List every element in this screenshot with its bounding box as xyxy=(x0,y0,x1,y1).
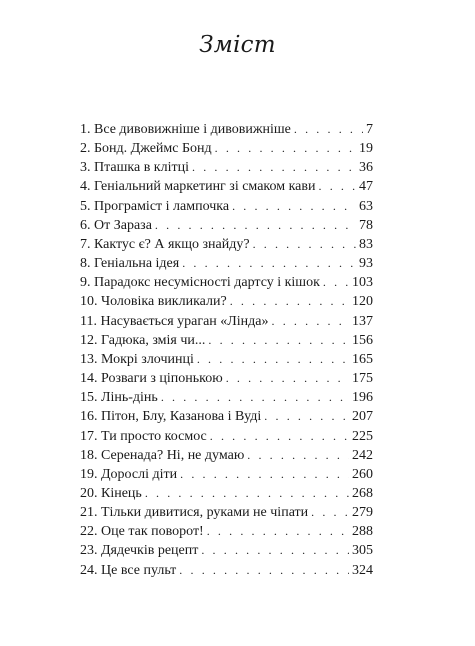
toc-entry-title: 7. Кактус є? А якщо знайду? xyxy=(80,236,250,252)
toc-entry-page: 175 xyxy=(352,371,373,387)
dot-leader xyxy=(215,139,356,158)
dot-leader xyxy=(294,120,363,139)
toc-entry-title: 15. Лінь-дінь xyxy=(80,390,158,406)
toc-entry-title: 12. Гадюка, змія чи... xyxy=(80,332,206,348)
page-title: Зміст xyxy=(199,32,276,58)
toc-entry xyxy=(80,139,373,158)
toc-entry-page: 47 xyxy=(359,179,373,195)
dot-leader xyxy=(247,446,349,465)
dot-leader xyxy=(323,273,349,292)
toc-entry-title: 20. Кінець xyxy=(80,485,142,501)
toc-entry-page: 103 xyxy=(352,275,373,291)
toc-entry xyxy=(80,388,373,407)
dot-leader xyxy=(180,465,349,484)
toc-entry-title: 23. Дядечків рецепт xyxy=(80,543,199,559)
toc-entry-title: 3. Пташка в клітці xyxy=(80,160,189,176)
toc-entry-page: 93 xyxy=(359,256,373,272)
toc-entry xyxy=(80,503,373,522)
toc-entry xyxy=(80,407,373,426)
toc-entry-page: 207 xyxy=(352,409,373,425)
toc-entry-page: 19 xyxy=(359,141,373,157)
table-of-contents xyxy=(80,120,373,580)
toc-entry-page: 165 xyxy=(352,351,373,367)
toc-entry-page: 63 xyxy=(359,198,373,214)
toc-entry xyxy=(80,197,373,216)
dot-leader xyxy=(319,177,357,196)
toc-entry-page: 260 xyxy=(352,466,373,482)
toc-entry-page: 288 xyxy=(352,524,373,540)
toc-entry-title: 6. От Зараза xyxy=(80,217,152,233)
toc-entry xyxy=(80,254,373,273)
toc-entry xyxy=(80,484,373,503)
dot-leader xyxy=(232,197,356,216)
toc-entry-title: 5. Програміст і лампочка xyxy=(80,198,230,214)
toc-entry-page: 137 xyxy=(352,313,373,329)
toc-entry xyxy=(80,177,373,196)
toc-entry xyxy=(80,350,373,369)
dot-leader xyxy=(179,561,349,580)
toc-entry xyxy=(80,369,373,388)
toc-entry xyxy=(80,235,373,254)
toc-entry-title: 8. Геніальна ідея xyxy=(80,256,180,272)
toc-entry xyxy=(80,465,373,484)
toc-entry xyxy=(80,292,373,311)
toc-entry-title: 4. Геніальний маркетинг зі смаком кави xyxy=(80,179,316,195)
toc-entry-title: 22. Оце так поворот! xyxy=(80,524,204,540)
toc-entry-title: 11. Насувається ураган «Лінда» xyxy=(80,313,269,329)
toc-entry-title: 14. Розваги з ціпонькою xyxy=(80,371,223,387)
toc-entry-title: 18. Серенада? Ні, не думаю xyxy=(80,447,245,463)
toc-entry-page: 120 xyxy=(352,294,373,310)
toc-entry-title: 1. Все дивовижніше і дивовижніше xyxy=(80,122,291,137)
dot-leader xyxy=(197,350,349,369)
dot-leader xyxy=(192,158,356,177)
toc-entry-title: 24. Це все пульт xyxy=(80,562,177,578)
toc-entry-title: 17. Ти просто космос xyxy=(80,428,207,444)
toc-entry xyxy=(80,541,373,560)
toc-entry xyxy=(80,158,373,177)
toc-entry xyxy=(80,522,373,541)
toc-entry-title: 16. Пітон, Блу, Казанова і Вуді xyxy=(80,409,262,425)
dot-leader xyxy=(207,522,349,541)
toc-entry-title: 10. Чоловіка викликали? xyxy=(80,294,227,310)
dot-leader xyxy=(210,427,349,446)
toc-entry-page: 279 xyxy=(352,505,373,521)
toc-entry-page: 196 xyxy=(352,390,373,406)
toc-entry-page: 305 xyxy=(352,543,373,559)
toc-entry-title: 2. Бонд. Джеймс Бонд xyxy=(80,141,212,157)
toc-entry xyxy=(80,446,373,465)
dot-leader xyxy=(264,407,349,426)
dot-leader xyxy=(145,484,349,503)
toc-entry-page: 324 xyxy=(352,562,373,578)
dot-leader xyxy=(161,388,349,407)
toc-entry-title: 19. Дорослі діти xyxy=(80,466,178,482)
toc-entry-page: 225 xyxy=(352,428,373,444)
dot-leader xyxy=(208,331,349,350)
toc-entry xyxy=(80,216,373,235)
toc-entry-title: 13. Мокрі злочинці xyxy=(80,351,194,367)
toc-entry-page: 242 xyxy=(352,447,373,463)
toc-entry-page: 36 xyxy=(359,160,373,176)
dot-leader xyxy=(182,254,356,273)
dot-leader xyxy=(230,292,349,311)
toc-entry xyxy=(80,120,373,139)
toc-entry xyxy=(80,427,373,446)
dot-leader xyxy=(272,312,349,331)
toc-entry xyxy=(80,561,373,580)
dot-leader xyxy=(201,541,349,560)
dot-leader xyxy=(253,235,356,254)
toc-entry xyxy=(80,331,373,350)
dot-leader xyxy=(155,216,356,235)
toc-entry-title: 21. Тільки дивитися, руками не чіпати xyxy=(80,505,309,521)
toc-entry-page: 78 xyxy=(359,217,373,233)
toc-entry-title: 9. Парадокс несумісності дартсу і кішок xyxy=(80,275,320,291)
toc-entry xyxy=(80,312,373,331)
toc-entry-page: 83 xyxy=(359,236,373,252)
toc-entry xyxy=(80,273,373,292)
toc-entry-page: 7 xyxy=(366,122,373,137)
toc-entry-page: 268 xyxy=(352,485,373,501)
dot-leader xyxy=(311,503,349,522)
dot-leader xyxy=(226,369,349,388)
toc-entry-page: 156 xyxy=(352,332,373,348)
